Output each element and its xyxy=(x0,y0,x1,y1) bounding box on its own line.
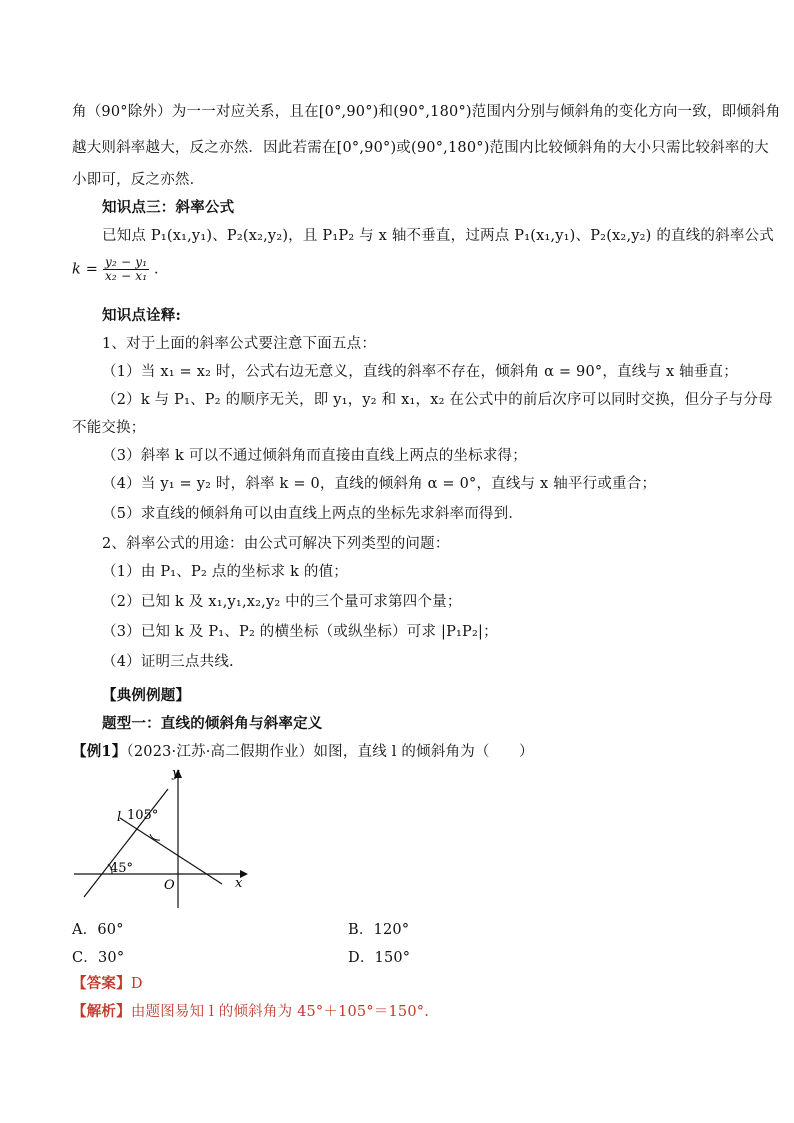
usage-item-2: （2）已知 k 及 x₁,y₁,x₂,y₂ 中的三个量可求第四个量； xyxy=(102,594,462,610)
origin-label: O xyxy=(164,878,175,893)
formula-suffix: ． xyxy=(154,261,169,278)
explanation-item-2a: （2）k 与 P₁、P₂ 的顺序无关，即 y₁，y₂ 和 x₁，x₂ 在公式中的前后次序可以同时交换，但分子与分母 xyxy=(102,392,773,408)
explanation-point-1: 1、对于上面的斜率公式要注意下面五点： xyxy=(102,336,377,352)
answer-value: D xyxy=(130,976,143,992)
line-l xyxy=(84,789,168,897)
example-1 xyxy=(72,740,534,761)
example-1-text: （2023·江苏·高二假期作业）如图，直线 l 的倾斜角为（ ） xyxy=(126,744,534,760)
angle-arc-105 xyxy=(150,834,160,840)
usage-item-1: （1）由 P₁、P₂ 点的坐标求 k 的值； xyxy=(102,564,348,580)
option-a: A．60° xyxy=(72,922,124,938)
examples-heading: 【典例例题】 xyxy=(102,687,191,704)
formula-denominator: x₂ − x₁ xyxy=(104,269,148,283)
kp3-line-1: 已知点 P₁(x₁,y₁)、P₂(x₂,y₂)，且 P₁P₂ 与 x 轴不垂直，过两点 P₁(x₁,y₁)、P₂(x₂,y₂) 的直线的斜率公式 xyxy=(102,228,774,244)
paragraph-line-3: 小即可，反之亦然． xyxy=(72,172,205,188)
angle-45-label: 45° xyxy=(110,861,134,876)
option-d: D．150° xyxy=(348,950,411,966)
analysis-text: 由题图易知 l 的倾斜角为 45°＋105°＝150°. xyxy=(130,1004,430,1020)
usage-item-3: （3）已知 k 及 P₁、P₂ 的横坐标（或纵坐标）可求 |P₁P₂|； xyxy=(102,624,498,640)
explanation-item-3: （3）斜率 k 可以不通过倾斜角而直接由直线上两点的坐标求得； xyxy=(102,448,527,464)
slope-formula xyxy=(72,256,169,283)
explanation-point-2: 2、斜率公式的用途：由公式可解决下列类型的问题： xyxy=(102,536,450,552)
knowledge-point-3-heading: 知识点三：斜率公式 xyxy=(102,199,235,216)
y-label: y xyxy=(172,766,180,781)
question-type-1: 题型一：直线的倾斜角与斜率定义 xyxy=(102,715,323,732)
x-label: x xyxy=(235,876,243,891)
analysis xyxy=(72,1000,429,1021)
option-c: C．30° xyxy=(72,950,125,966)
explanation-heading: 知识点诠释: xyxy=(102,307,182,324)
paragraph-line-2: 越大则斜率越大，反之亦然．因此若需在[0°,90°)或(90°,180°)范围内比较倾斜角的大小只需比较斜率的大 xyxy=(72,140,769,156)
usage-item-4: （4）证明三点共线. xyxy=(102,654,234,670)
answer-tag: 【答案】 xyxy=(72,975,131,992)
formula-prefix: k = xyxy=(72,261,99,278)
explanation-item-5: （5）求直线的倾斜角可以由直线上两点的坐标先求斜率而得到． xyxy=(102,506,524,522)
formula-fraction xyxy=(103,256,149,283)
paragraph-line-1: 角（90°除外）为一一对应关系，且在[0°,90°)和(90°,180°)范围内分别与倾斜角的变化方向一致，即倾斜角 xyxy=(72,104,781,120)
line-l-label: l xyxy=(117,810,122,825)
formula-numerator: y₂ − y₁ xyxy=(104,255,148,269)
explanation-item-1: （1）当 x₁ = x₂ 时，公式右边无意义，直线的斜率不存在，倾斜角 α = 90°，直线与 x 轴垂直； xyxy=(102,364,738,380)
analysis-tag: 【解析】 xyxy=(72,1003,131,1020)
explanation-item-2b: 不能交换； xyxy=(72,420,146,436)
example-1-tag: 【例1】 xyxy=(72,743,127,760)
example-1-figure xyxy=(72,764,262,912)
option-b: B．120° xyxy=(348,922,410,938)
angle-105-label: 105° xyxy=(127,808,159,823)
explanation-item-4: （4）当 y₁ = y₂ 时，斜率 k = 0，直线的倾斜角 α = 0°，直线与 x 轴平行或重合； xyxy=(102,476,657,492)
answer xyxy=(72,972,143,993)
